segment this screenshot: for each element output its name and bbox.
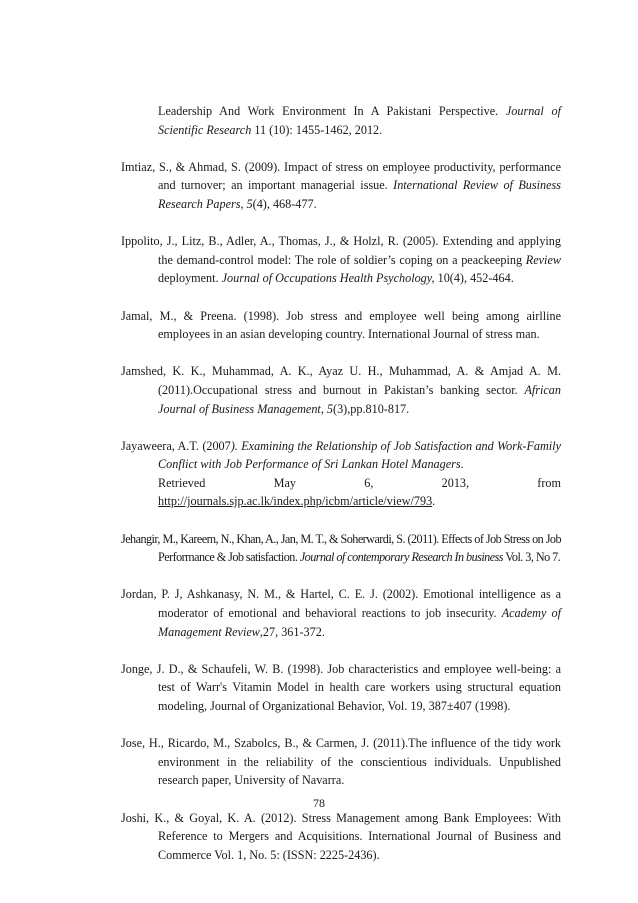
reference-text: Imtiaz, S., & Ahmad, S. (2009). Impact of stress on employee productivity, performance and turnover; an important managerial issue. (121, 159, 561, 193)
reference-imtiaz (121, 158, 561, 214)
reference-ippolito (121, 232, 561, 288)
reference-text: . (460, 457, 464, 472)
reference-text: Jayaweera, A.T. (2007 (121, 438, 231, 453)
reference-text: Jamal, M., & Preena. (1998). Job stress and employee well being among airlline employees in an asian developing country. International Journal of stress man. (121, 308, 561, 342)
reference-jayaweera (121, 437, 561, 511)
reference-text: Joshi, K., & Goyal, K. A. (2012). Stress Management among Bank Employees: With Reference to Mergers and Acquisitions. International Journal of Business and Commerce Vol. 1, No. 5: (ISSN: 2225-2436). (121, 810, 561, 862)
reference-text: Jonge, J. D., & Schaufeli, W. B. (1998). Job characteristics and employee well-being: a test of Warr's Vitamin Model in health care workers using structural equation modeling, Journal of Organizational Behavior, Vol. 19, 387±407 (1998). (121, 661, 561, 713)
reference-list (121, 102, 561, 883)
reference-jamshed (121, 362, 561, 418)
reference-url-link[interactable]: http://journals.sjp.ac.lk/index.php/icbm/article/view/793 (158, 494, 433, 509)
reference-text: . (432, 494, 436, 509)
reference-jonge (121, 660, 561, 716)
reference-text: Jose, H., Ricardo, M., Szabolcs, B., & Carmen, J. (2011).The influence of the tidy work environment in the reliability of the conscientious individuals. Unpublished research paper, University of Navarra. (121, 736, 561, 788)
journal-name: International Review of Business Research Papers, 5 (158, 178, 561, 211)
reference-text: 10(4), 452-464. (434, 271, 514, 286)
reference-text: Jordan, P. J, Ashkanasy, N. M., & Hartel, C. E. J. (2002). Emotional intelligence as a moderator of emotional and behavioral reactions to job insecurity. (121, 587, 561, 621)
retrieved-word: May (273, 475, 296, 490)
retrieved-word: from (537, 475, 561, 490)
journal-name: Review (525, 252, 561, 267)
journal-name: Academy of Management Review (158, 606, 561, 639)
retrieved-word: Retrieved (158, 475, 206, 490)
reference-jamal (121, 307, 561, 344)
reference-joshi (121, 809, 561, 865)
reference-text: ,27, 361-372. (259, 624, 325, 639)
reference-text: 11 (10): 1455-1462, 2012. (251, 122, 383, 137)
reference-continued (121, 102, 561, 139)
journal-name: Journal of contemporary Research In business (299, 550, 503, 565)
retrieved-line (158, 474, 561, 493)
reference-text: deployment. (158, 271, 222, 286)
reference-text: Leadership And Work Environment In A Pakistani Perspective. (158, 104, 506, 118)
retrieved-word: 2013, (441, 475, 470, 490)
reference-text: Jamshed, K. K., Muhammad, A. K., Ayaz U. H., Muhammad, A. & Amjad A. M. (2011).Occupational stress and burnout in Pakistan’s banking sector. (121, 364, 561, 397)
reference-text: Ippolito, J., Litz, B., Adler, A., Thomas, J., & Holzl, R. (2005). Extending and applying the demand-control model: The role of soldier’s coping on a peackeeping (121, 234, 561, 267)
reference-text: Vol. 3, No 7. (502, 550, 561, 565)
page-number: 78 (313, 796, 325, 810)
reference-text: (3),pp.810-817. (333, 401, 410, 416)
reference-jehangir (121, 530, 561, 567)
journal-name: Journal of Scientific Research (158, 104, 561, 137)
retrieved-word: 6, (364, 475, 374, 490)
reference-jose (121, 734, 561, 790)
reference-text: (4), 468-477. (252, 196, 317, 211)
journal-name: Journal of Occupations Health Psychology, (221, 271, 435, 286)
reference-text: Jehangir, M., Kareem, N., Khan, A., Jan, M. T., & Soherwardi, S. (2011). Effects of Job Stress on Job Performance & Job satisfaction. (121, 531, 561, 565)
article-title: ). Examining the Relationship of Job Satisfaction and Work-Family Conflict with Job Performance of Sri Lankan Hotel Managers (158, 438, 561, 472)
reference-jordan (121, 585, 561, 641)
journal-name: African Journal of Business Management, 5 (158, 382, 561, 416)
